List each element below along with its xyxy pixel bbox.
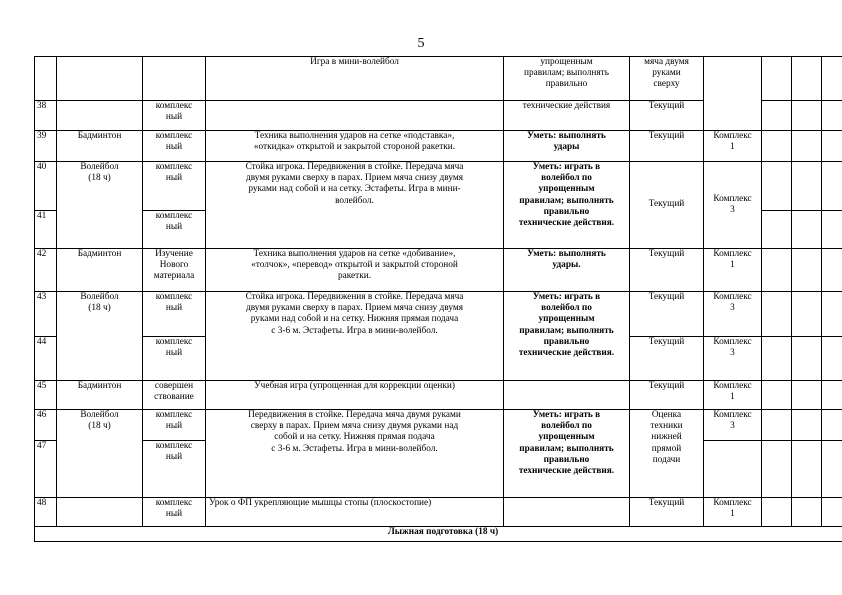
requirements-cell: Уметь: выполнять удары. — [504, 249, 630, 292]
row-number-cell: 43 — [35, 292, 57, 337]
lesson-type-cell: комплекс ный — [143, 162, 206, 211]
homework-cell — [704, 57, 762, 131]
requirements-cell: упрощенным правилам; выполнять правильно — [504, 57, 630, 101]
section-cell: Бадминтон — [57, 131, 143, 162]
row-number-cell: 40 — [35, 162, 57, 211]
extra-cell — [762, 410, 792, 441]
extra-cell — [762, 162, 792, 211]
lesson-type-cell: комплекс ный — [143, 337, 206, 381]
extra-cell — [792, 337, 822, 381]
content-cell — [206, 101, 504, 131]
extra-cell — [822, 381, 842, 410]
homework-cell: Комплекс 1 — [704, 131, 762, 162]
row-number-cell: 44 — [35, 337, 57, 381]
extra-cell — [822, 57, 842, 101]
extra-cell — [822, 211, 842, 249]
requirements-cell: Уметь: играть в волейбол по упрощенным правилам; выполнять правильно технические действия. — [504, 292, 630, 381]
row-number-cell: 46 — [35, 410, 57, 441]
row-number-cell: 47 — [35, 441, 57, 498]
requirements-cell — [504, 381, 630, 410]
row-number-cell — [35, 57, 57, 101]
lesson-type-cell: совершен ствование — [143, 381, 206, 410]
table-row — [35, 527, 842, 542]
lesson-type-cell: комплекс ный — [143, 211, 206, 249]
extra-cell — [822, 249, 842, 292]
extra-cell — [762, 498, 792, 527]
extra-cell — [762, 292, 792, 337]
extra-cell — [762, 131, 792, 162]
control-cell: Текущий — [630, 337, 704, 381]
section-cell: Бадминтон — [57, 381, 143, 410]
lesson-type-cell: комплекс ный — [143, 410, 206, 441]
lesson-type-cell: комплекс ный — [143, 292, 206, 337]
extra-cell — [762, 381, 792, 410]
section-cell — [57, 498, 143, 527]
lesson-type-cell: комплекс ный — [143, 441, 206, 498]
table-row — [35, 249, 842, 292]
extra-cell — [822, 410, 842, 441]
extra-cell — [822, 337, 842, 381]
table-row — [35, 498, 842, 527]
control-cell: Текущий — [630, 498, 704, 527]
control-cell: Текущий — [630, 249, 704, 292]
row-number-cell: 39 — [35, 131, 57, 162]
content-cell: Стойка игрока. Передвижения в стойке. Передача мяча двумя руками сверху в парах. Прием мяча снизу двумя руками над собой и на сетку. Нижняя прямая подача с 3-6 м. Эстафеты. Игра в мини-волейбол. — [206, 292, 504, 381]
control-cell: Текущий — [630, 101, 704, 131]
section-cell: Волейбол (18 ч) — [57, 162, 143, 249]
content-cell: Стойка игрока. Передвижения в стойке. Передача мяча двумя руками сверху в парах. Прием мяча снизу двумя руками над собой и на сетку. Эстафеты. Игра в мини- волейбол. — [206, 162, 504, 249]
control-cell: Оценка техники нижней прямой подачи — [630, 410, 704, 498]
table-row — [35, 292, 842, 337]
control-cell: Текущий — [630, 381, 704, 410]
page-number: 5 — [417, 36, 425, 51]
lesson-plan-table — [34, 56, 842, 542]
extra-cell — [792, 498, 822, 527]
lesson-type-cell: комплекс ный — [143, 498, 206, 527]
section-cell: Волейбол (18 ч) — [57, 410, 143, 498]
table-row — [35, 131, 842, 162]
requirements-cell: технические действия — [504, 101, 630, 131]
lesson-type-cell: комплекс ный — [143, 131, 206, 162]
extra-cell — [762, 101, 792, 131]
homework-cell: Комплекс 1 — [704, 498, 762, 527]
row-number-cell: 42 — [35, 249, 57, 292]
table-row — [35, 381, 842, 410]
content-cell: Урок о ФП укрепляющие мышцы стопы (плоскостопие) — [206, 498, 504, 527]
lesson-type-cell: комплекс ный — [143, 101, 206, 131]
control-cell: Текущий — [630, 162, 704, 249]
row-number-cell: 48 — [35, 498, 57, 527]
lesson-type-cell — [143, 57, 206, 101]
homework-cell: Комплекс 3 — [704, 410, 762, 441]
control-cell: Текущий — [630, 131, 704, 162]
extra-cell — [792, 292, 822, 337]
extra-cell — [762, 249, 792, 292]
content-cell: Передвижения в стойке. Передача мяча двумя руками сверху в парах. Прием мяча снизу двумя руками над собой и на сетку. Нижняя прямая подача с 3-6 м. Эстафеты. Игра в мини-волейбол. — [206, 410, 504, 498]
section-cell — [57, 101, 143, 131]
extra-cell — [822, 162, 842, 211]
extra-cell — [822, 292, 842, 337]
extra-cell — [762, 57, 792, 101]
extra-cell — [792, 441, 822, 498]
extra-cell — [822, 101, 842, 131]
content-cell: Техника выполнения ударов на сетке «подставка», «откидка» открытой и закрытой стороной ракетки. — [206, 131, 504, 162]
homework-cell: Комплекс 1 — [704, 249, 762, 292]
homework-cell: Комплекс 3 — [704, 162, 762, 249]
extra-cell — [792, 101, 822, 131]
control-cell: Текущий — [630, 292, 704, 337]
homework-cell — [704, 441, 762, 498]
table-row — [35, 410, 842, 441]
content-cell: Учебная игра (упрощенная для коррекции оценки) — [206, 381, 504, 410]
section-header-ski: Лыжная подготовка (18 ч) — [35, 527, 842, 542]
row-number-cell: 41 — [35, 211, 57, 249]
extra-cell — [762, 337, 792, 381]
section-cell: Бадминтон — [57, 249, 143, 292]
requirements-cell — [504, 498, 630, 527]
extra-cell — [822, 131, 842, 162]
homework-cell: Комплекс 3 — [704, 292, 762, 337]
homework-cell: Комплекс 3 — [704, 337, 762, 381]
requirements-cell: Уметь: выполнять удары — [504, 131, 630, 162]
extra-cell — [822, 498, 842, 527]
requirements-cell: Уметь: играть в волейбол по упрощенным правилам; выполнять правильно технические действия. — [504, 410, 630, 498]
requirements-cell: Уметь: играть в волейбол по упрощенным правилам; выполнять правильно технические действия. — [504, 162, 630, 249]
extra-cell — [792, 57, 822, 101]
extra-cell — [792, 249, 822, 292]
extra-cell — [792, 381, 822, 410]
control-cell: мяча двумя руками сверху — [630, 57, 704, 101]
section-cell: Волейбол (18 ч) — [57, 292, 143, 381]
extra-cell — [792, 162, 822, 211]
extra-cell — [792, 211, 822, 249]
table-row — [35, 57, 842, 101]
extra-cell — [822, 441, 842, 498]
table-row — [35, 162, 842, 211]
row-number-cell: 38 — [35, 101, 57, 131]
extra-cell — [762, 441, 792, 498]
content-cell: Игра в мини-волейбол — [206, 57, 504, 101]
homework-cell: Комплекс 1 — [704, 381, 762, 410]
section-cell — [57, 57, 143, 101]
extra-cell — [792, 410, 822, 441]
extra-cell — [792, 131, 822, 162]
row-number-cell: 45 — [35, 381, 57, 410]
lesson-type-cell: Изучение Нового материала — [143, 249, 206, 292]
content-cell: Техника выполнения ударов на сетке «добивание», «толчок», «перевод» открытой и закрытой стороной ракетки. — [206, 249, 504, 292]
extra-cell — [762, 211, 792, 249]
